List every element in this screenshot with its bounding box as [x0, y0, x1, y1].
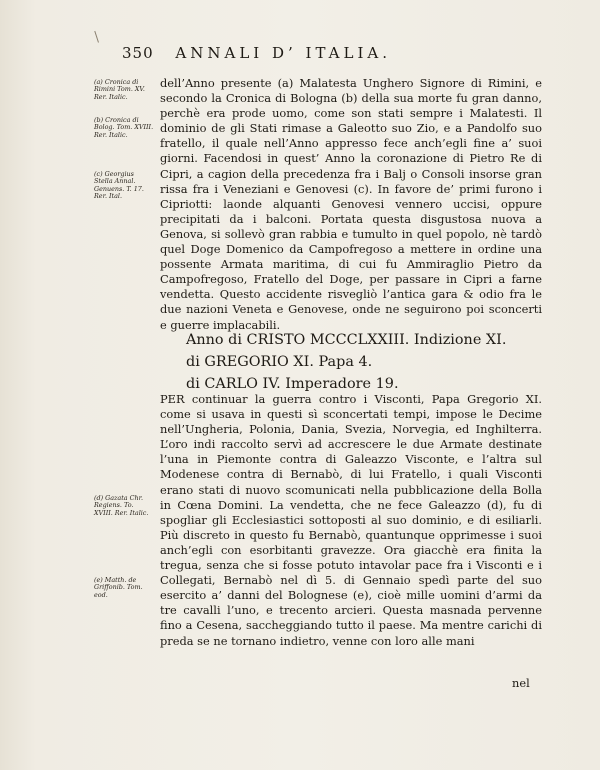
- page-number: 350: [122, 44, 154, 62]
- catchword: nel: [512, 676, 530, 690]
- running-title: ANNALI D’ ITALIA.: [175, 44, 391, 62]
- heading-line-3: di CARLO IV. Imperadore 19.: [186, 376, 399, 392]
- margin-note-a: (a) Cronica di Rimini Tom. XV. Rer. Italic.: [94, 78, 145, 101]
- page-header: [122, 44, 532, 62]
- heading-line-1: Anno di CRISTO MCCCLXXIII. Indizione XI.: [186, 332, 507, 348]
- year-heading: [186, 329, 546, 395]
- margin-note-d: (d) Gazata Chr. Regiens. To. XVIII. Rer. Italic.: [94, 494, 149, 517]
- ink-mark: [94, 29, 103, 42]
- margin-note-b: (b) Cronica di Bolog. Tom. XVIII. Rer. Italic.: [94, 116, 154, 139]
- margin-note-c: (c) Georgius Stella Annal. Genuens. T. 17. Rer. Ital.: [94, 170, 144, 201]
- heading-line-2: di GREGORIO XI. Papa 4.: [186, 354, 373, 370]
- paragraph-2-text: PER continuar la guerra contro i Visconti, Papa Gregorio XI. come si usava in questi sì sconcertati tempi, impose le Decime nell’Ungheria, Polonia, Dania, Svezia, Norvegia, ed Inghilterra. L’oro indi raccolto servì ad accrescere le due Armate destinate l’una in Piemonte contra di Galeazzo Visconte, e l’altra sul Modenese contra di Bernabò, di lui Fratello, i quali Visconti erano stati di nuovo scomunicati nella pubblicazione della Bolla in Cœna Domini. La vendetta, che ne fece Galeazzo (d), fu di spogliar gli Ecclesiastici sottoposti al suo dominio, e di esiliarli. Più discreto in questo fu Bernabò, quantunque opprimesse i suoi anch’egli con esorbitanti gravezze. Ora giacchè era finita la tregua, senza che si fosse potuto intavolar pace fra i Visconti e i Collegati, Bernabò nel dì 5. di Gennaio spedì parte del suo esercito a’ danni del Bolognese (e), cioè mille uomini d’armi da tre cavalli l’uno, e trecento arcieri. Questa masnada pervenne fino a Cesena, saccheggiando tutto il paese. Ma mentre carichi di preda se ne tornano indietro, venne con loro alle mani: [160, 392, 542, 648]
- paragraph-1-text: dell’Anno presente (a) Malatesta Unghero Signore di Rimini, e secondo la Cronica di Bologna (b) della sua morte fu gran danno, perchè era prode uomo, come son stati sempre i Malatesti. Il dominio de gli Stati rimase a Galeotto suo Zio, e a Pandolfo suo fratello, il quale nell’Anno appresso fece anch’egli fine a’ suoi giorni. Facendosi in quest’ Anno la coronazione di Pietro Re di Cipri, a cagion della precedenza fra i Balj o Consoli insorse gran rissa fra i Veneziani e Genovesi (c). In favore de’ primi furono i Cipriotti: laonde alquanti Genovesi vennero uccisi, oppure precipitati da i balconi. Portata questa disgustosa nuova a Genova, si sollevò gran rabbia e tumulto in quel popolo, nè tardò quel Doge Domenico da Campofregoso a mettere in ordine una possente Armata maritima, di cui fu Ammiraglio Pietro da Campofregoso, Fratello del Doge, per passare in Cipri a farne vendetta. Questo accidente risvegliò l’antica gara & odio fra le due nazioni Veneta e Genovese, onde ne seguirono poi sconcerti e guerre implacabili.: [160, 76, 542, 332]
- margin-note-e: (e) Matth. de Griffonib. Tom. eod.: [94, 576, 143, 599]
- paragraph-2: [160, 392, 542, 649]
- paragraph-1: [160, 76, 542, 333]
